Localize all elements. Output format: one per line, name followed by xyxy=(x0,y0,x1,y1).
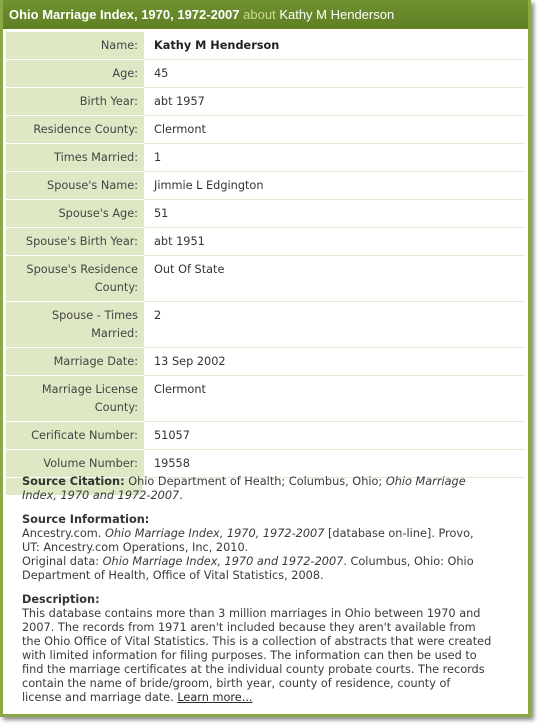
field-label: Spouse's Birth Year: xyxy=(6,228,144,256)
source-section xyxy=(22,475,492,715)
field-value: Kathy M Henderson xyxy=(144,32,525,60)
source-information-line1-pre: Ancestry.com. xyxy=(22,527,102,540)
field-value: Out Of State xyxy=(144,256,525,302)
field-label: Cerificate Number: xyxy=(6,422,144,450)
learn-more-link[interactable]: Learn more... xyxy=(177,691,253,704)
field-value: 13 Sep 2002 xyxy=(144,348,525,376)
source-information-line2-title: Ohio Marriage Index, 1970 and 1972-2007 xyxy=(102,555,344,568)
field-row-marriage-date xyxy=(6,348,525,376)
field-label: Residence County: xyxy=(6,116,144,144)
source-information-line2-pre: Original data: xyxy=(22,555,100,568)
description xyxy=(22,593,492,705)
source-information-heading: Source Information: xyxy=(22,513,150,526)
field-row-birth-year xyxy=(6,88,525,116)
person-name: Kathy M Henderson xyxy=(279,7,395,22)
source-citation-end: . xyxy=(179,489,183,502)
field-value: 51057 xyxy=(144,422,525,450)
field-value: Clermont xyxy=(144,376,525,422)
field-row-certificate-number xyxy=(6,422,525,450)
field-row-spouse-birth-year xyxy=(6,228,525,256)
field-label: Spouse's Age: xyxy=(6,200,144,228)
source-citation-text: Ohio Department of Health; Columbus, Ohio; xyxy=(128,475,383,488)
source-information xyxy=(22,513,492,583)
field-value: 51 xyxy=(144,200,525,228)
field-row-times-married xyxy=(6,144,525,172)
field-label: Spouse - Times Married: xyxy=(6,302,144,348)
field-row-spouse-times-married xyxy=(6,302,525,348)
description-heading: Description: xyxy=(22,593,100,606)
field-row-age xyxy=(6,60,525,88)
field-label: Spouse's Residence County: xyxy=(6,256,144,302)
field-value: 2 xyxy=(144,302,525,348)
source-information-line1-post: [database on-line]. Provo, UT: Ancestry.com Operations, Inc, 2010. xyxy=(22,527,474,554)
field-label: Name: xyxy=(6,32,144,60)
field-value: Jimmie L Edgington xyxy=(144,172,525,200)
field-label: Marriage Date: xyxy=(6,348,144,376)
source-information-line2-post: . Columbus, Ohio: Ohio Department of Health, Office of Vital Statistics, 2008. xyxy=(22,555,474,582)
about-word: about xyxy=(243,7,276,22)
record-fields-table xyxy=(6,32,525,478)
collection-title[interactable]: Ohio Marriage Index, 1970, 1972-2007 xyxy=(9,7,240,22)
field-label: Times Married: xyxy=(6,144,144,172)
field-row-name xyxy=(6,32,525,60)
field-row-residence-county xyxy=(6,116,525,144)
field-label: Age: xyxy=(6,60,144,88)
field-row-volume-number xyxy=(6,450,525,478)
field-value: 19558 xyxy=(144,450,525,478)
field-value: abt 1951 xyxy=(144,228,525,256)
description-text: This database contains more than 3 million marriages in Ohio between 1970 and 2007. The records from 1971 aren't included because they aren't available from the Ohio Office of Vital Statistics. This is a collection of abstracts that were created with limited information for filing purposes. The information can then be used to find the marriage certificates at the individual county probate courts. The records contain the name of bride/groom, birth year, county of residence, county of license and marriage date. xyxy=(22,607,492,704)
field-value: 1 xyxy=(144,144,525,172)
source-citation-title: Ohio Marriage Index, 1970 and 1972-2007 xyxy=(22,475,466,502)
field-row-spouse-name xyxy=(6,172,525,200)
source-information-line1-title: Ohio Marriage Index, 1970, 1972-2007 xyxy=(105,527,325,540)
field-label: Birth Year: xyxy=(6,88,144,116)
field-row-spouse-residence-county xyxy=(6,256,525,302)
field-value: Clermont xyxy=(144,116,525,144)
field-value: 45 xyxy=(144,60,525,88)
field-label: Volume Number: xyxy=(6,450,144,478)
field-label: Spouse's Name: xyxy=(6,172,144,200)
field-row-spouse-age xyxy=(6,200,525,228)
field-row-marriage-license-county xyxy=(6,376,525,422)
source-citation-heading: Source Citation: xyxy=(22,475,125,488)
field-value: abt 1957 xyxy=(144,88,525,116)
record-header xyxy=(3,0,528,29)
source-citation xyxy=(22,475,492,503)
record-body xyxy=(3,29,528,714)
field-label: Marriage License County: xyxy=(6,376,144,422)
